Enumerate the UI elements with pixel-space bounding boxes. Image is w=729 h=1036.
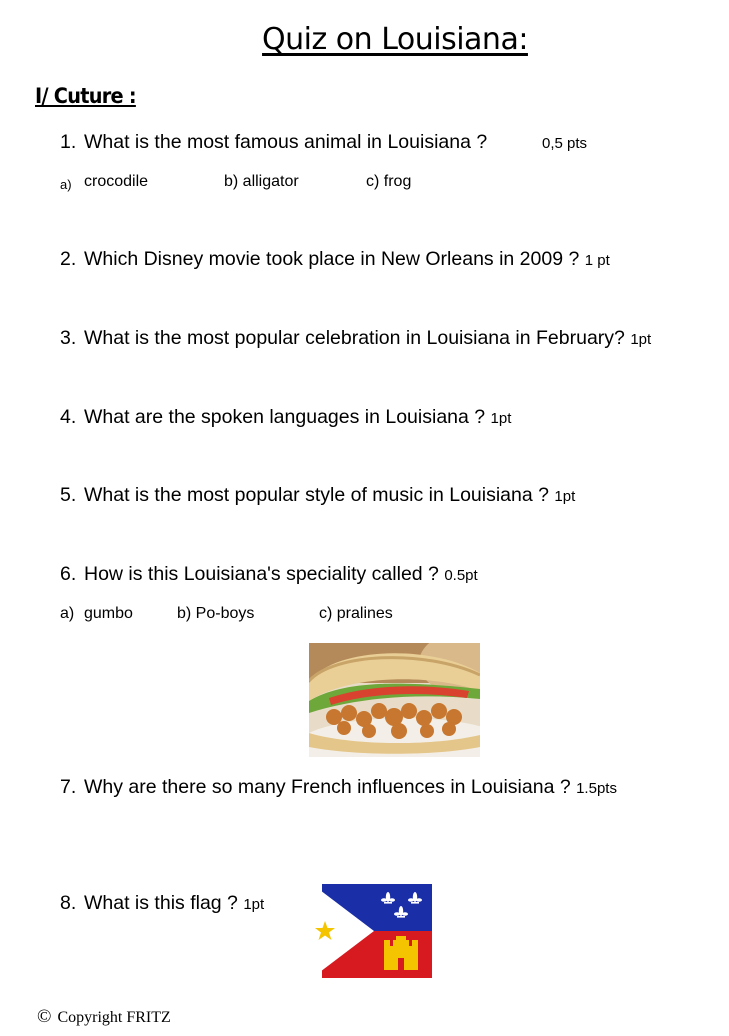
option-b: b) alligator bbox=[224, 173, 299, 190]
question-points: 0.5pt bbox=[444, 567, 478, 584]
question-1-points: 0,5 pts bbox=[542, 135, 588, 152]
question-points: 1pt bbox=[490, 410, 512, 427]
question-number: 6. bbox=[60, 563, 77, 585]
question-8 bbox=[60, 892, 264, 915]
question-text: What is the most popular style of music in Louisiana ? bbox=[84, 484, 549, 506]
question-points: 1 pt bbox=[584, 252, 610, 269]
question-text: Why are there so many French influences in Louisiana ? bbox=[84, 776, 571, 798]
question-number: 2. bbox=[60, 248, 77, 270]
copyright-icon: © bbox=[37, 1006, 52, 1027]
copyright-text: Copyright FRITZ bbox=[57, 1009, 171, 1026]
question-5 bbox=[60, 484, 575, 507]
question-number: 4. bbox=[60, 406, 77, 428]
option-c: c) pralines bbox=[319, 605, 393, 622]
question-3 bbox=[60, 327, 651, 350]
acadiana-flag-image bbox=[312, 884, 432, 978]
option-a-label: a) bbox=[60, 605, 75, 622]
question-text: What is the most famous animal in Louisiana ? bbox=[84, 131, 488, 153]
question-number: 8. bbox=[60, 892, 77, 914]
option-b: b) Po-boys bbox=[177, 605, 255, 622]
question-4 bbox=[60, 406, 511, 429]
question-text: What are the spoken languages in Louisiana ? bbox=[84, 406, 486, 428]
option-a: gumbo bbox=[84, 605, 133, 622]
question-number: 1. bbox=[60, 131, 77, 153]
section-heading: I/ Cuture : bbox=[35, 84, 136, 108]
option-a: crocodile bbox=[84, 173, 149, 190]
question-number: 5. bbox=[60, 484, 77, 506]
question-points: 1pt bbox=[243, 896, 265, 913]
question-text: How is this Louisiana's speciality called ? bbox=[84, 563, 439, 585]
question-points: 1pt bbox=[630, 331, 652, 348]
question-2 bbox=[60, 248, 610, 271]
question-text: What is the most popular celebration in Louisiana in February? bbox=[84, 327, 625, 349]
question-points: 1pt bbox=[554, 488, 576, 505]
question-7 bbox=[60, 776, 617, 799]
poboy-sandwich-image bbox=[309, 643, 480, 757]
question-6 bbox=[60, 563, 478, 586]
question-text: Which Disney movie took place in New Orleans in 2009 ? bbox=[84, 248, 580, 270]
question-1 bbox=[60, 131, 487, 154]
page-title: Quiz on Louisiana: bbox=[262, 22, 528, 57]
question-number: 3. bbox=[60, 327, 77, 349]
question-points: 1.5pts bbox=[576, 780, 617, 797]
option-a-label: a) bbox=[60, 177, 72, 192]
question-text: What is this flag ? bbox=[84, 892, 238, 914]
question-number: 7. bbox=[60, 776, 77, 798]
option-c: c) frog bbox=[366, 173, 412, 190]
copyright-footer bbox=[37, 1006, 171, 1028]
